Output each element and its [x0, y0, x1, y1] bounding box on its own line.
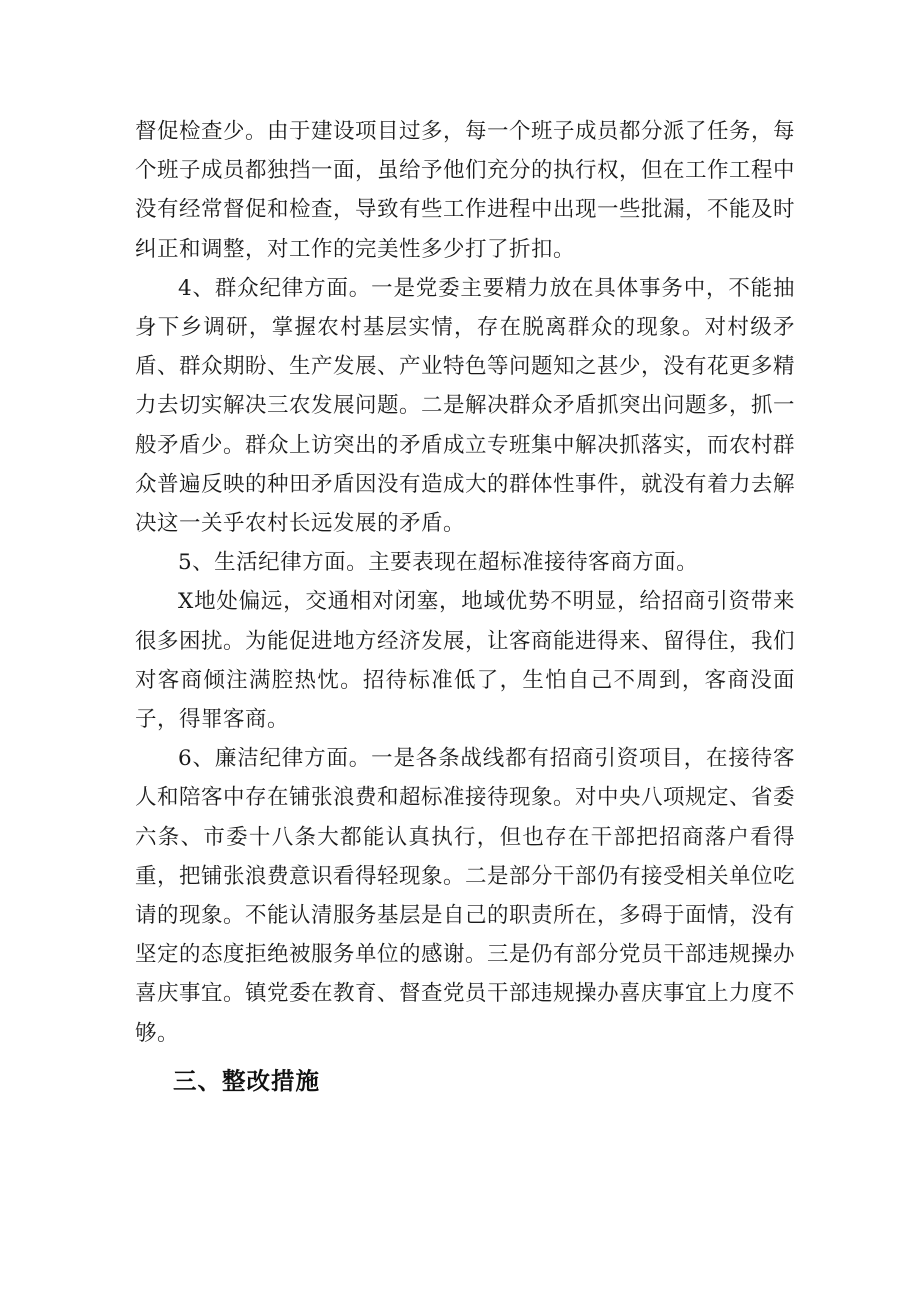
paragraph-location: X地处偏远，交通相对闭塞，地域优势不明显，给招商引资带来很多困扰。为能促进地方经济发展，让客商能进得来、留得住，我们对客商倾注满腔热忱。招待标准低了，生怕自己不周到，客商没面子，得罪客商。 — [135, 589, 796, 733]
section-heading-rectification: 三、整改措施 — [173, 1066, 320, 1095]
paragraph-continuation: 督促检查少。由于建设项目过多，每一个班子成员都分派了任务，每个班子成员都独挡一面，虽给予他们充分的执行权，但在工作工程中没有经常督促和检查，导致有些工作进程中出现一些批漏，不能及时纠正和调整，对工作的完美性多少打了折扣。 — [135, 119, 796, 262]
paragraph-mass-discipline: 4、群众纪律方面。一是党委主要精力放在具体事务中，不能抽身下乡调研，掌握农村基层实情，存在脱离群众的现象。对村级矛盾、群众期盼、生产发展、产业特色等问题知之甚少，没有花更多精力去切实解决三农发展问题。二是解决群众矛盾抓突出问题多，抓一般矛盾少。群众上访突出的矛盾成立专班集中解决抓落实，而农村群众普遍反映的种田矛盾因没有造成大的群体性事件，就没有着力去解决这一关乎农村长远发展的矛盾。 — [135, 275, 796, 537]
paragraph-life-discipline: 5、生活纪律方面。主要表现在超标准接待客商方面。 — [178, 550, 699, 576]
document-body — [135, 112, 795, 1109]
paragraph-integrity-discipline: 6、廉洁纪律方面。一是各条战线都有招商引资项目，在接待客人和陪客中存在铺张浪费和超标准接待现象。对中央八项规定、省委六条、市委十八条大都能认真执行，但也存在干部把招商落户看得重，把铺张浪费意识看得轻现象。二是部分干部仍有接受相关单位吃请的现象。不能认清服务基层是自己的职责所在，多碍于面情，没有坚定的态度拒绝被服务单位的感谢。三是仍有部分党员干部违规操办喜庆事宜。镇党委在教育、督查党员干部违规操办喜庆事宜上力度不够。 — [135, 746, 796, 1046]
